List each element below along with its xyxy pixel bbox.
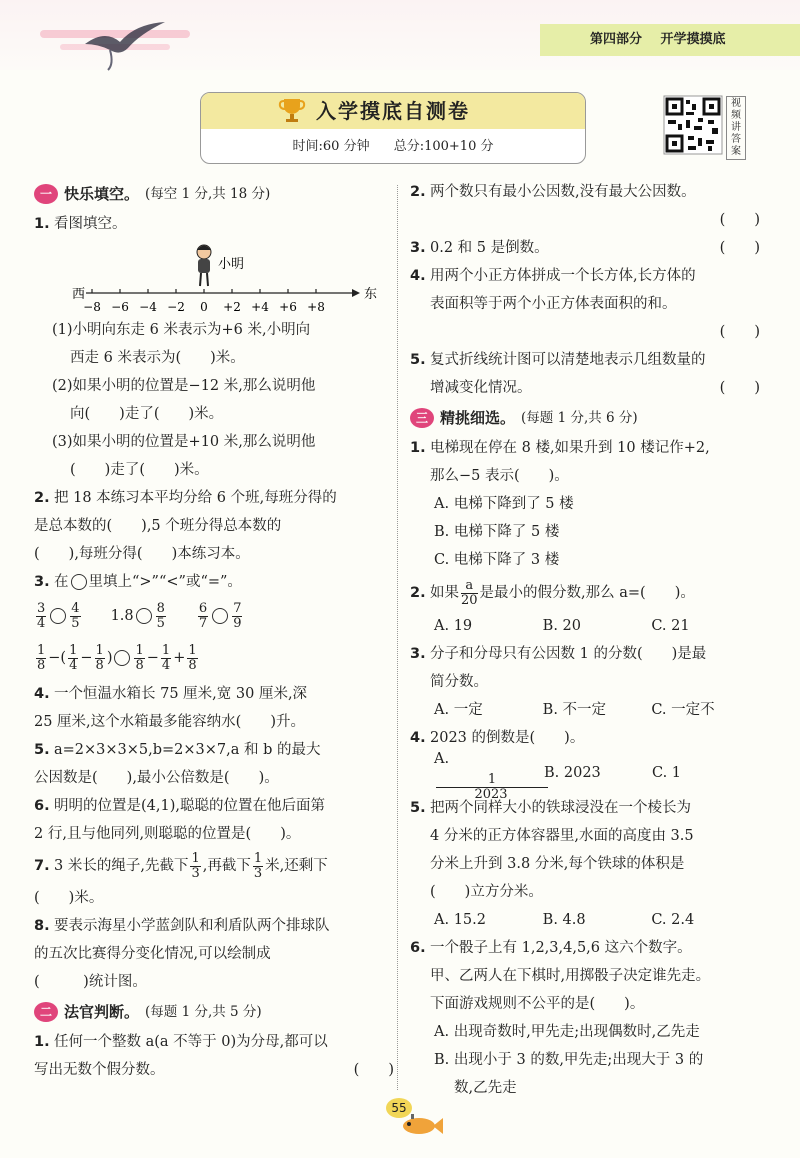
question bbox=[410, 724, 760, 752]
question-number: 4. bbox=[410, 730, 426, 746]
question bbox=[34, 210, 394, 238]
tick-label: +2 bbox=[223, 300, 241, 314]
question-text: ( )米。 bbox=[34, 890, 104, 906]
fraction: $\frac{1}{4}$ bbox=[69, 642, 78, 673]
question-text: 25 厘米,这个水箱最多能容纳水( )升。 bbox=[34, 714, 305, 730]
question bbox=[410, 346, 760, 402]
option-b[interactable]: B. 出现小于 3 的数,甲先走;出现大于 3 的 bbox=[434, 1052, 704, 1068]
question-text: ,再截下 bbox=[202, 858, 251, 874]
question-number: 3. bbox=[34, 574, 50, 590]
question-text: 写出无数个假分数。 ( ) bbox=[34, 1056, 394, 1084]
section-header bbox=[34, 178, 394, 210]
question-number: 5. bbox=[34, 742, 50, 758]
question-text: 一个骰子上有 1,2,3,4,5,6 这六个数字。 bbox=[430, 940, 692, 956]
fraction: $\frac{1}{3}$ bbox=[253, 850, 263, 881]
section-title: 法官判断。 bbox=[64, 1003, 140, 1021]
qr-code-icon[interactable] bbox=[664, 96, 722, 154]
question-number: 2. bbox=[34, 490, 50, 506]
question-text: 看图填空。 bbox=[54, 216, 127, 232]
question-text: 用两个小正方体拼成一个长方体,长方体的 bbox=[430, 268, 696, 284]
exam-time: 时间:60 分钟 bbox=[292, 139, 370, 154]
question bbox=[410, 640, 760, 696]
question-number: 3. bbox=[410, 240, 426, 256]
number-line-figure bbox=[34, 238, 378, 316]
question-number: 1. bbox=[34, 216, 50, 232]
question-text: ( )立方分米。 bbox=[430, 884, 543, 900]
question-text: 0.2 和 5 是倒数。 bbox=[430, 240, 549, 256]
compare-row: $\frac{1}{8}$ −( $\frac{1}{4}$ − $\frac{1}{8}$ ) $\frac{1}{8}$ − $\frac{1}{4}$ + $\frac{1}{8}$ bbox=[37, 642, 197, 673]
question bbox=[34, 1028, 394, 1056]
question-text: 2023 的倒数是( )。 bbox=[430, 730, 585, 746]
fraction: $\frac{1}{8}$ bbox=[135, 642, 144, 673]
option-c[interactable]: C. 电梯下降了 3 楼 bbox=[434, 552, 560, 568]
question bbox=[410, 262, 760, 318]
question-text: 表面积等于两个小正方体表面积的和。 bbox=[430, 296, 677, 312]
question bbox=[34, 484, 394, 512]
fraction: $\frac{1}{8}$ bbox=[95, 642, 104, 673]
question bbox=[410, 178, 760, 206]
circle-blank[interactable] bbox=[114, 650, 130, 666]
question-text: 增减变化情况。 ( ) bbox=[430, 374, 760, 402]
question bbox=[34, 912, 394, 940]
question-number: 1. bbox=[410, 440, 426, 456]
seagull-icon bbox=[80, 14, 170, 74]
fraction: $\frac{1}{8}$ bbox=[188, 642, 197, 673]
question-number: 4. bbox=[410, 268, 426, 284]
circle-blank[interactable] bbox=[212, 608, 228, 624]
options-row bbox=[410, 612, 760, 640]
section-title: 精挑细选。 bbox=[440, 409, 516, 427]
question-text: 简分数。 bbox=[430, 674, 488, 690]
question bbox=[34, 792, 394, 820]
option-c[interactable]: C. 1 bbox=[652, 765, 682, 781]
option-b-cont: 数,乙先走 bbox=[454, 1080, 517, 1096]
question-text: 是总本数的( ),5 个班分得总本数的 bbox=[34, 518, 282, 534]
question bbox=[34, 848, 394, 884]
right-column bbox=[410, 178, 760, 1102]
page-header bbox=[540, 24, 800, 56]
section-note: (每题 1 分,共 5 分) bbox=[145, 1004, 262, 1020]
tick-label: +8 bbox=[307, 300, 325, 314]
question-text: 的五次比赛得分变化情况,可以绘制成 bbox=[34, 946, 271, 962]
fish-icon bbox=[395, 1112, 445, 1136]
option-b[interactable]: B. 4.8 bbox=[542, 912, 586, 928]
answer-paren[interactable]: ( ) bbox=[719, 240, 760, 256]
question-text: 明明的位置是(4,1),聪聪的位置在他后面第 bbox=[54, 798, 325, 814]
sub-question-cont: ( )走了( )米。 bbox=[70, 462, 209, 478]
options-row bbox=[410, 750, 760, 802]
question-text: 两个数只有最小公因数,没有最大公因数。 bbox=[430, 184, 696, 200]
question-text: 电梯现在停在 8 楼,如果升到 10 楼记作+2, bbox=[430, 440, 710, 456]
fraction: $\frac{a}{20}$ bbox=[461, 577, 478, 608]
page-title: 入学摸底自测卷 bbox=[201, 93, 585, 129]
fraction: $\frac{1}{4}$ bbox=[161, 642, 171, 673]
option-a[interactable]: A. 15.2 bbox=[434, 912, 486, 928]
question-number: 2. bbox=[410, 585, 426, 601]
tick-label: +6 bbox=[279, 300, 297, 314]
question-number: 6. bbox=[34, 798, 50, 814]
question bbox=[410, 234, 760, 262]
section-note: (每题 1 分,共 6 分) bbox=[521, 410, 638, 426]
fraction: $\frac{3}{4}$ bbox=[37, 600, 46, 631]
question-text: 在 bbox=[54, 574, 69, 590]
tick-label: +4 bbox=[251, 300, 269, 314]
question-text: 4 分米的正方体容器里,水面的高度由 3.5 bbox=[430, 828, 694, 844]
answer-paren[interactable]: ( ) bbox=[719, 380, 760, 396]
options-row bbox=[410, 906, 760, 934]
tick-label: −8 bbox=[83, 300, 101, 314]
question-text: 2 行,且与他同列,则聪聪的位置是( )。 bbox=[34, 826, 301, 842]
section-badge: 一 bbox=[34, 184, 58, 204]
option-a[interactable]: A. 电梯下降到了 5 楼 bbox=[434, 496, 574, 512]
circle-blank[interactable] bbox=[136, 608, 152, 624]
question-text: 下面游戏规则不公平的是( )。 bbox=[430, 996, 645, 1012]
question-text: 3 米长的绳子,先截下 bbox=[54, 858, 189, 874]
question-text: ( ),每班分得( )本练习本。 bbox=[34, 546, 250, 562]
option-a[interactable]: A. 一定 bbox=[434, 702, 483, 718]
question-number: 5. bbox=[410, 352, 426, 368]
fraction: $\frac{1}{2023}$ bbox=[436, 773, 546, 802]
answer-paren[interactable]: ( ) bbox=[353, 1062, 394, 1078]
answer-paren[interactable]: ( ) bbox=[719, 324, 760, 340]
question-text: 把两个同样大小的铁球浸没在一个棱长为 bbox=[430, 800, 691, 816]
column-divider bbox=[397, 185, 398, 1090]
decimal-value: 1.8 bbox=[110, 608, 134, 624]
question-text: 是最小的假分数,那么 a=( )。 bbox=[479, 585, 695, 601]
tick-label: −4 bbox=[139, 300, 157, 314]
option-c[interactable]: C. 2.4 bbox=[651, 912, 695, 928]
question-number: 7. bbox=[34, 858, 50, 874]
section-note: (每空 1 分,共 18 分) bbox=[145, 186, 271, 202]
option-b[interactable]: B. 2023 bbox=[544, 765, 601, 781]
question-text: 如果 bbox=[430, 585, 459, 601]
option-c[interactable]: C. 一定不 bbox=[651, 702, 715, 718]
section-header bbox=[410, 402, 760, 434]
page-number: 55 bbox=[386, 1098, 412, 1118]
fraction: $\frac{6}{7}$ bbox=[198, 600, 208, 631]
question-number: 8. bbox=[34, 918, 50, 934]
section-badge: 三 bbox=[410, 408, 434, 428]
direction-east: 东 bbox=[364, 287, 378, 302]
option-a[interactable]: A. 19 bbox=[434, 618, 473, 634]
exam-score: 总分:100+10 分 bbox=[393, 139, 494, 154]
option-a[interactable]: A. 出现奇数时,甲先走;出现偶数时,乙先走 bbox=[434, 1024, 700, 1040]
question-text: 复式折线统计图可以清楚地表示几组数量的 bbox=[430, 352, 706, 368]
question-number: 6. bbox=[410, 940, 426, 956]
exam-info bbox=[201, 135, 585, 154]
question-text: 里填上“>”“<”或“=”。 bbox=[88, 574, 242, 590]
fraction: $\frac{4}{5}$ bbox=[71, 600, 80, 631]
question-text: 分子和分母只有公因数 1 的分数( )是最 bbox=[430, 646, 707, 662]
qr-label: 视频讲答案 bbox=[726, 96, 746, 160]
tick-label: −2 bbox=[167, 300, 185, 314]
question bbox=[410, 434, 760, 490]
question-text: ( )统计图。 bbox=[34, 974, 147, 990]
question-number: 4. bbox=[34, 686, 50, 702]
fraction: $\frac{8}{5}$ bbox=[156, 600, 165, 631]
section-header bbox=[34, 996, 394, 1028]
question-text: 任何一个整数 a(a 不等于 0)为分母,都可以 bbox=[54, 1034, 328, 1050]
option-b[interactable]: B. 20 bbox=[542, 618, 581, 634]
trophy-icon bbox=[278, 96, 306, 124]
question-text: 分米上升到 3.8 分米,每个铁球的体积是 bbox=[430, 856, 685, 872]
question-number: 5. bbox=[410, 800, 426, 816]
header-title: 开学摸摸底 bbox=[660, 32, 726, 47]
question bbox=[34, 680, 394, 708]
question-text: 一个恒温水箱长 75 厘米,宽 30 厘米,深 bbox=[54, 686, 308, 702]
question bbox=[410, 934, 760, 1018]
question-text: 那么−5 表示( )。 bbox=[430, 468, 569, 484]
question-text: a=2×3×3×5,b=2×3×7,a 和 b 的最大 bbox=[54, 742, 321, 758]
fraction: $\frac{7}{9}$ bbox=[233, 600, 242, 631]
question bbox=[34, 736, 394, 764]
answer-paren[interactable]: ( ) bbox=[719, 212, 760, 228]
question-number: 1. bbox=[34, 1034, 50, 1050]
fraction: $\frac{1}{8}$ bbox=[37, 642, 46, 673]
section-title: 快乐填空。 bbox=[64, 185, 140, 203]
tick-label: 0 bbox=[200, 300, 208, 314]
sub-question-cont: 西走 6 米表示为( )米。 bbox=[70, 350, 245, 366]
boy-icon bbox=[197, 245, 211, 286]
question-text: 甲、乙两人在下棋时,用掷骰子决定谁先走。 bbox=[430, 968, 711, 984]
circle-blank[interactable] bbox=[71, 574, 87, 590]
direction-west: 西 bbox=[72, 287, 86, 302]
tick-label: −6 bbox=[111, 300, 129, 314]
question bbox=[410, 574, 760, 612]
person-label: 小明 bbox=[218, 257, 245, 272]
compare-row bbox=[34, 596, 394, 636]
fraction: $\frac{1}{3}$ bbox=[191, 850, 200, 881]
header-part: 第四部分 bbox=[590, 32, 643, 47]
title-box bbox=[200, 92, 586, 164]
sub-question-cont: 向( )走了( )米。 bbox=[70, 406, 224, 422]
question-text: 要表示海星小学蓝剑队和利盾队两个排球队 bbox=[54, 918, 330, 934]
circle-blank[interactable] bbox=[50, 608, 66, 624]
option-b[interactable]: B. 不一定 bbox=[542, 702, 607, 718]
left-column bbox=[34, 178, 394, 1084]
question bbox=[410, 794, 760, 906]
section-badge: 二 bbox=[34, 1002, 58, 1022]
sub-question: (3)如果小明的位置是+10 米,那么说明他 bbox=[52, 434, 316, 450]
question-text: 把 18 本练习本平均分给 6 个班,每班分得的 bbox=[54, 490, 337, 506]
option-c[interactable]: C. 21 bbox=[651, 618, 690, 634]
options-row bbox=[410, 696, 760, 724]
option-b[interactable]: B. 电梯下降了 5 楼 bbox=[434, 524, 560, 540]
sub-question: (1)小明向东走 6 米表示为+6 米,小明向 bbox=[52, 322, 311, 338]
question-number: 2. bbox=[410, 184, 426, 200]
number-line bbox=[34, 238, 394, 316]
question-text: 公因数是( ),最小公倍数是( )。 bbox=[34, 770, 279, 786]
question-number: 3. bbox=[410, 646, 426, 662]
sub-question: (2)如果小明的位置是−12 米,那么说明他 bbox=[52, 378, 316, 394]
option-a[interactable]: A. $\frac{1}{2023}$ bbox=[434, 745, 544, 802]
question bbox=[34, 568, 394, 596]
question-text: 米,还剩下 bbox=[265, 858, 328, 874]
